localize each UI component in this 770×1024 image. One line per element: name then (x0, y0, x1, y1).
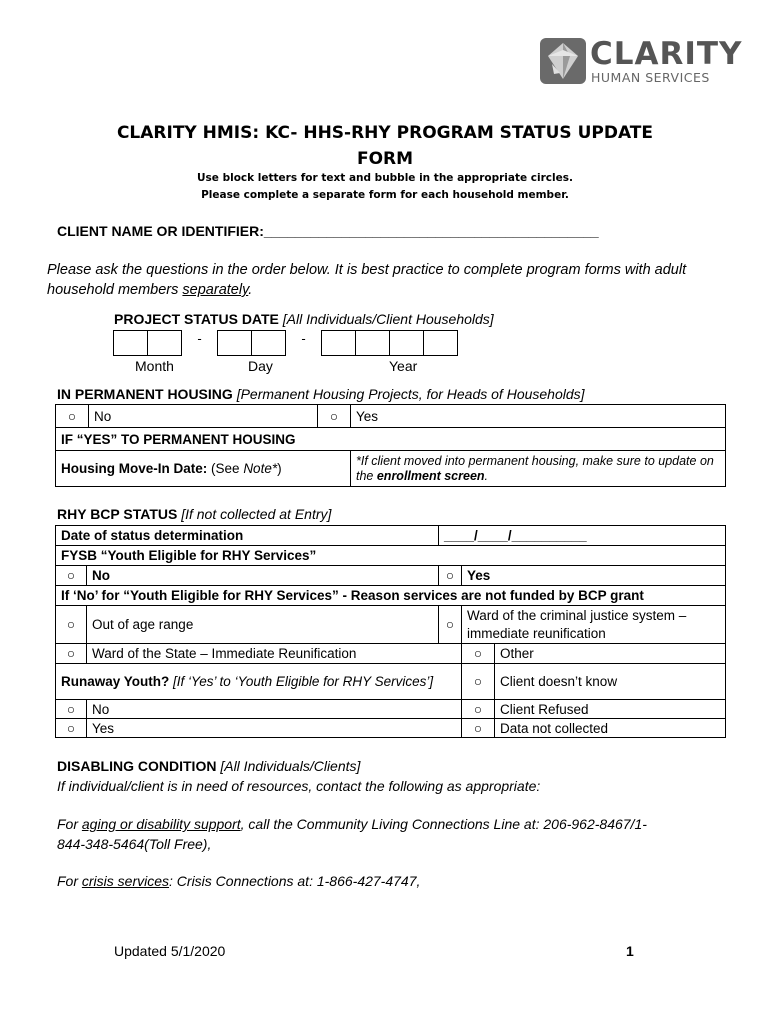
rhy-bcp-table (55, 525, 726, 738)
disabling-intro: If individual/client is in need of resources, contact the following as appropriate: (57, 778, 541, 794)
ward-criminal-option: Ward of the criminal justice system – immediate reunification (462, 606, 726, 644)
bubble-client-refused[interactable]: ○ (462, 700, 495, 719)
crisis-services-paragraph: For crisis services: Crisis Connections at: 1-866-427-4747, (57, 873, 421, 889)
date-separator: - (197, 331, 202, 346)
bubble-ward-criminal[interactable]: ○ (439, 606, 462, 644)
clarity-logo (540, 36, 743, 86)
date-box[interactable] (113, 330, 148, 356)
option-no: No (89, 405, 318, 428)
bubble-no[interactable]: ○ (56, 405, 89, 428)
other-option: Other (495, 644, 726, 664)
form-title: CLARITY HMIS: KC- HHS-RHY PROGRAM STATUS UPDATE FORM (116, 123, 654, 169)
page-number: 1 (626, 943, 634, 959)
bubble-data-not-collected[interactable]: ○ (462, 719, 495, 738)
client-doesnt-know-option: Client doesn’t know (495, 664, 726, 700)
updated-date: Updated 5/1/2020 (114, 943, 226, 959)
bubble-fysb-no[interactable]: ○ (56, 566, 87, 586)
fysb-heading: FYSB “Youth Eligible for RHY Services” (56, 546, 726, 566)
year-label: Year (389, 358, 418, 374)
rhy-bcp-heading: RHY BCP STATUS [If not collected at Entry] (57, 506, 332, 522)
date-box[interactable] (251, 330, 286, 356)
bubble-fysb-yes[interactable]: ○ (439, 566, 462, 586)
form-instructions: Use block letters for text and bubble in the appropriate circles. Please complete a separate form for each household member. (197, 172, 573, 201)
date-box[interactable] (147, 330, 182, 356)
if-no-heading: If ‘No’ for “Youth Eligible for RHY Services” - Reason services are not funded by BCP grant (56, 586, 726, 606)
client-name-field[interactable]: CLIENT NAME OR IDENTIFIER:___________________________________________ (57, 223, 599, 239)
bubble-out-of-age[interactable]: ○ (56, 606, 87, 644)
permanent-housing-heading: IN PERMANENT HOUSING [Permanent Housing Projects, for Heads of Households] (57, 386, 585, 402)
fysb-yes: Yes (462, 566, 726, 586)
bubble-ward-state[interactable]: ○ (56, 644, 87, 664)
date-box[interactable] (423, 330, 458, 356)
project-status-date-label: PROJECT STATUS DATE [All Individuals/Client Households] (114, 311, 494, 327)
option-yes: Yes (351, 405, 726, 428)
ward-state-option: Ward of the State – Immediate Reunification (87, 644, 462, 664)
runaway-youth-question: Runaway Youth? [If ‘Yes’ to ‘Youth Eligible for RHY Services’] (56, 664, 462, 700)
project-status-date-boxes[interactable] (114, 330, 458, 356)
date-box[interactable] (389, 330, 424, 356)
date-separator: - (301, 331, 306, 346)
fysb-no: No (87, 566, 439, 586)
date-box[interactable] (355, 330, 390, 356)
aging-support-paragraph: For aging or disability support, call the Community Living Connections Line at: 206-962-8467/1-844-348-5464(Toll Free), (57, 816, 647, 852)
date-box[interactable] (217, 330, 252, 356)
intro-paragraph: Please ask the questions in the order below. It is best practice to complete program forms with adult household members separately. (47, 262, 687, 298)
bubble-client-doesnt-know[interactable]: ○ (462, 664, 495, 700)
disabling-condition-heading: DISABLING CONDITION [All Individuals/Clients] (57, 758, 361, 774)
month-label: Month (135, 358, 174, 374)
client-refused-option: Client Refused (495, 700, 726, 719)
move-in-note: *If client moved into permanent housing, make sure to update on the enrollment screen. (351, 451, 726, 487)
runaway-yes-option: Yes (87, 719, 462, 738)
logo-name: CLARITY (590, 36, 743, 72)
bubble-other[interactable]: ○ (462, 644, 495, 664)
bubble-yes[interactable]: ○ (318, 405, 351, 428)
if-yes-heading: IF “YES” TO PERMANENT HOUSING (56, 428, 726, 451)
runaway-no-option: No (87, 700, 462, 719)
permanent-housing-table (55, 404, 726, 487)
day-label: Day (248, 358, 273, 374)
out-of-age-option: Out of age range (87, 606, 439, 644)
status-date-field[interactable]: ____/____/__________ (439, 526, 726, 546)
clarity-crystal-icon (540, 38, 586, 84)
date-box[interactable] (321, 330, 356, 356)
move-in-date-field[interactable]: Housing Move-In Date: (See Note*) (56, 451, 351, 487)
data-not-collected-option: Data not collected (495, 719, 726, 738)
logo-subtitle: HUMAN SERVICES (591, 70, 710, 85)
status-date-label: Date of status determination (56, 526, 439, 546)
bubble-runaway-yes[interactable]: ○ (56, 719, 87, 738)
bubble-runaway-no[interactable]: ○ (56, 700, 87, 719)
